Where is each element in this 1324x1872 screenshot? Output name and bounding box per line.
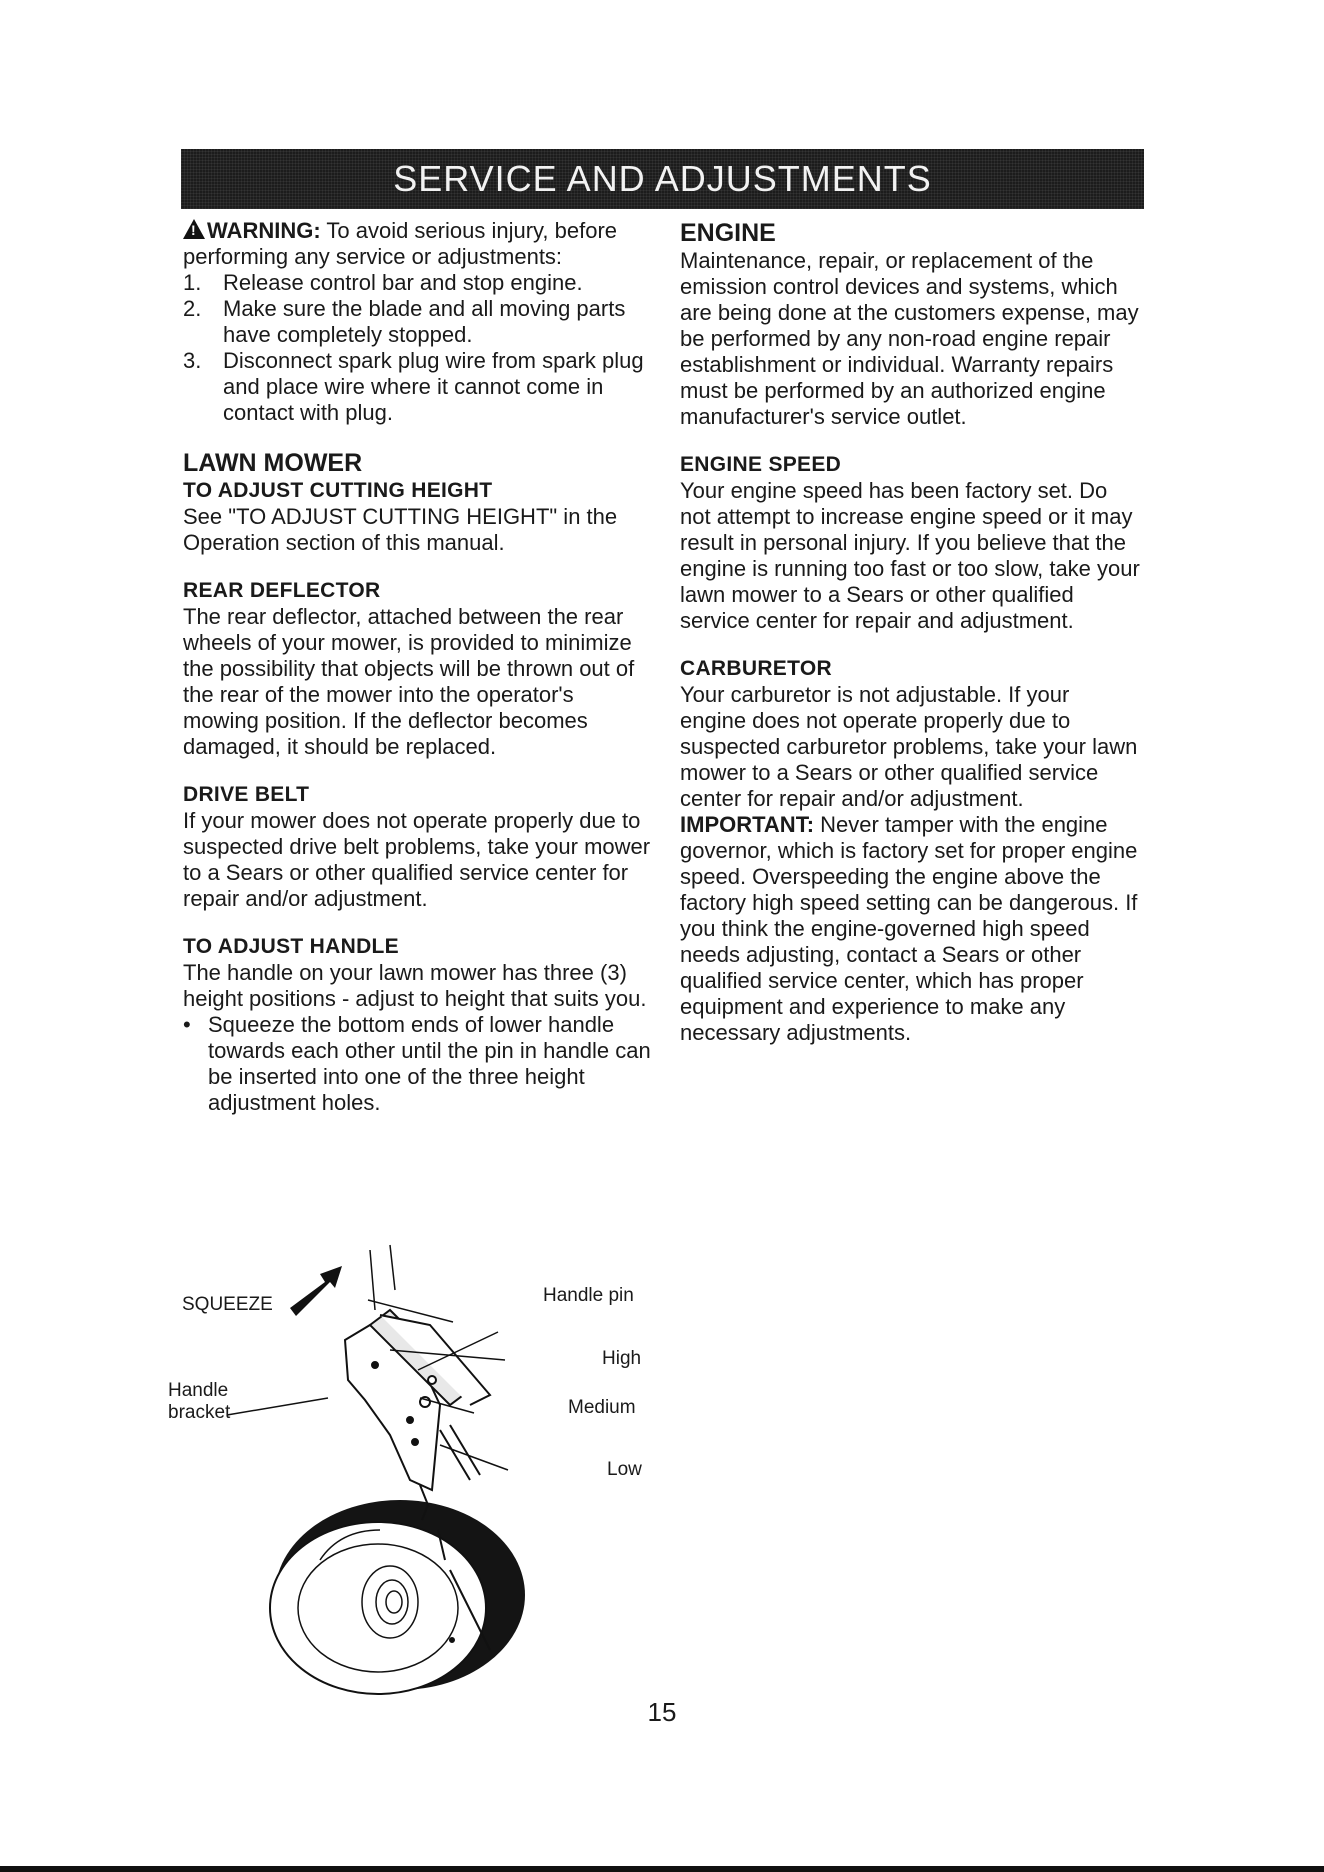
rear-deflector-text: The rear deflector, attached between the rear wheels of your mower, is provided to minimize the possibility that objects will be thrown out of the rear of the mower into the operator's mowing position. If the deflector becomes damaged, it should be replaced. (183, 604, 635, 759)
left-column (183, 218, 651, 1116)
squeeze-label: SQUEEZE (182, 1294, 273, 1315)
step-text: Release control bar and stop engine. (223, 270, 583, 295)
cutting-height-text: See "TO ADJUST CUTTING HEIGHT" in the Operation section of this manual. (183, 504, 618, 555)
adjust-handle-bullet (183, 1012, 651, 1116)
step-number: 1. (183, 270, 202, 295)
list-item (183, 348, 651, 426)
bullet-text: Squeeze the bottom ends of lower handle towards each other until the pin in handle can be inserted into one of the three height adjustment holes. (208, 1012, 651, 1115)
right-column (680, 218, 1140, 1046)
warning-paragraph (183, 218, 651, 270)
step-text: Make sure the blade and all moving parts have completely stopped. (223, 296, 626, 347)
drive-belt-heading: DRIVE BELT (183, 783, 310, 806)
list-item (183, 296, 651, 348)
handle-bracket-label-line2: bracket (168, 1402, 231, 1423)
engine-speed-heading: ENGINE SPEED (680, 453, 842, 476)
step-number: 3. (183, 348, 202, 373)
high-label: High (602, 1348, 642, 1369)
warning-text: To avoid serious injury, before performing any service or adjustments: (183, 218, 618, 269)
important-paragraph (680, 812, 1140, 1046)
engine-text: Maintenance, repair, or replacement of the emission control devices and systems, which are being done at the customers expense, may be performed by any non-road engine repair establishment or individual. Warranty repairs must be performed by an authorized engine manufacturer's service outlet. (680, 248, 1139, 429)
carburetor-heading: CARBURETOR (680, 657, 832, 680)
page-number: 15 (647, 1697, 677, 1727)
important-label: IMPORTANT: (680, 812, 815, 837)
warning-steps-list (183, 270, 651, 426)
bottom-edge-rule (0, 1866, 1324, 1872)
list-item (183, 270, 651, 296)
page-title: SERVICE AND ADJUSTMENTS (393, 158, 932, 199)
handle-bracket-label-line1: Handle (168, 1380, 229, 1401)
adjust-handle-text: The handle on your lawn mower has three (3) height positions - adjust to height that suits you. (183, 960, 647, 1011)
handle-adjustment-figure (170, 1230, 670, 1710)
carburetor-text: Your carburetor is not adjustable. If your engine does not operate properly due to suspected carburetor problems, take your lawn mower to a Sears or other qualified service center for repair and/or adjustment. (680, 682, 1138, 811)
warning-label: WARNING: (207, 218, 321, 243)
wheel-drawing (270, 1500, 525, 1694)
engine-heading: ENGINE (680, 219, 776, 247)
drive-belt-text: If your mower does not operate properly due to suspected drive belt problems, take your mower to a Sears or other qualified service center for repair and/or adjustment. (183, 808, 651, 911)
lawn-mower-heading: LAWN MOWER (183, 449, 363, 477)
handle-pin-label: Handle pin (543, 1285, 634, 1306)
warning-triangle-icon (183, 219, 205, 239)
adjust-handle-heading: TO ADJUST HANDLE (183, 935, 399, 958)
cutting-height-heading: TO ADJUST CUTTING HEIGHT (183, 479, 493, 502)
squeeze-arrow-icon (290, 1266, 342, 1316)
engine-speed-text: Your engine speed has been factory set. Do not attempt to increase engine speed or it may result in personal injury. If you believe that the engine is running too fast or too slow, take your lawn mower to a Sears or other qualified service center for repair and adjustment. (680, 478, 1140, 633)
important-text: Never tamper with the engine governor, which is factory set for proper engine speed. Overspeeding the engine above the factory high speed setting can be dangerous. If you think the engine-governed high speed needs adjusting, contact a Sears or other qualified service center, which has proper equipment and experience to make any necessary adjustments. (680, 812, 1138, 1045)
rear-deflector-heading: REAR DEFLECTOR (183, 579, 381, 602)
medium-label: Medium (568, 1397, 636, 1418)
bullet-dot-icon: • (183, 1012, 191, 1037)
step-number: 2. (183, 296, 202, 321)
section-header-banner (181, 149, 1144, 209)
step-text: Disconnect spark plug wire from spark plug and place wire where it cannot come in contact with plug. (223, 348, 644, 425)
low-label: Low (607, 1459, 642, 1480)
